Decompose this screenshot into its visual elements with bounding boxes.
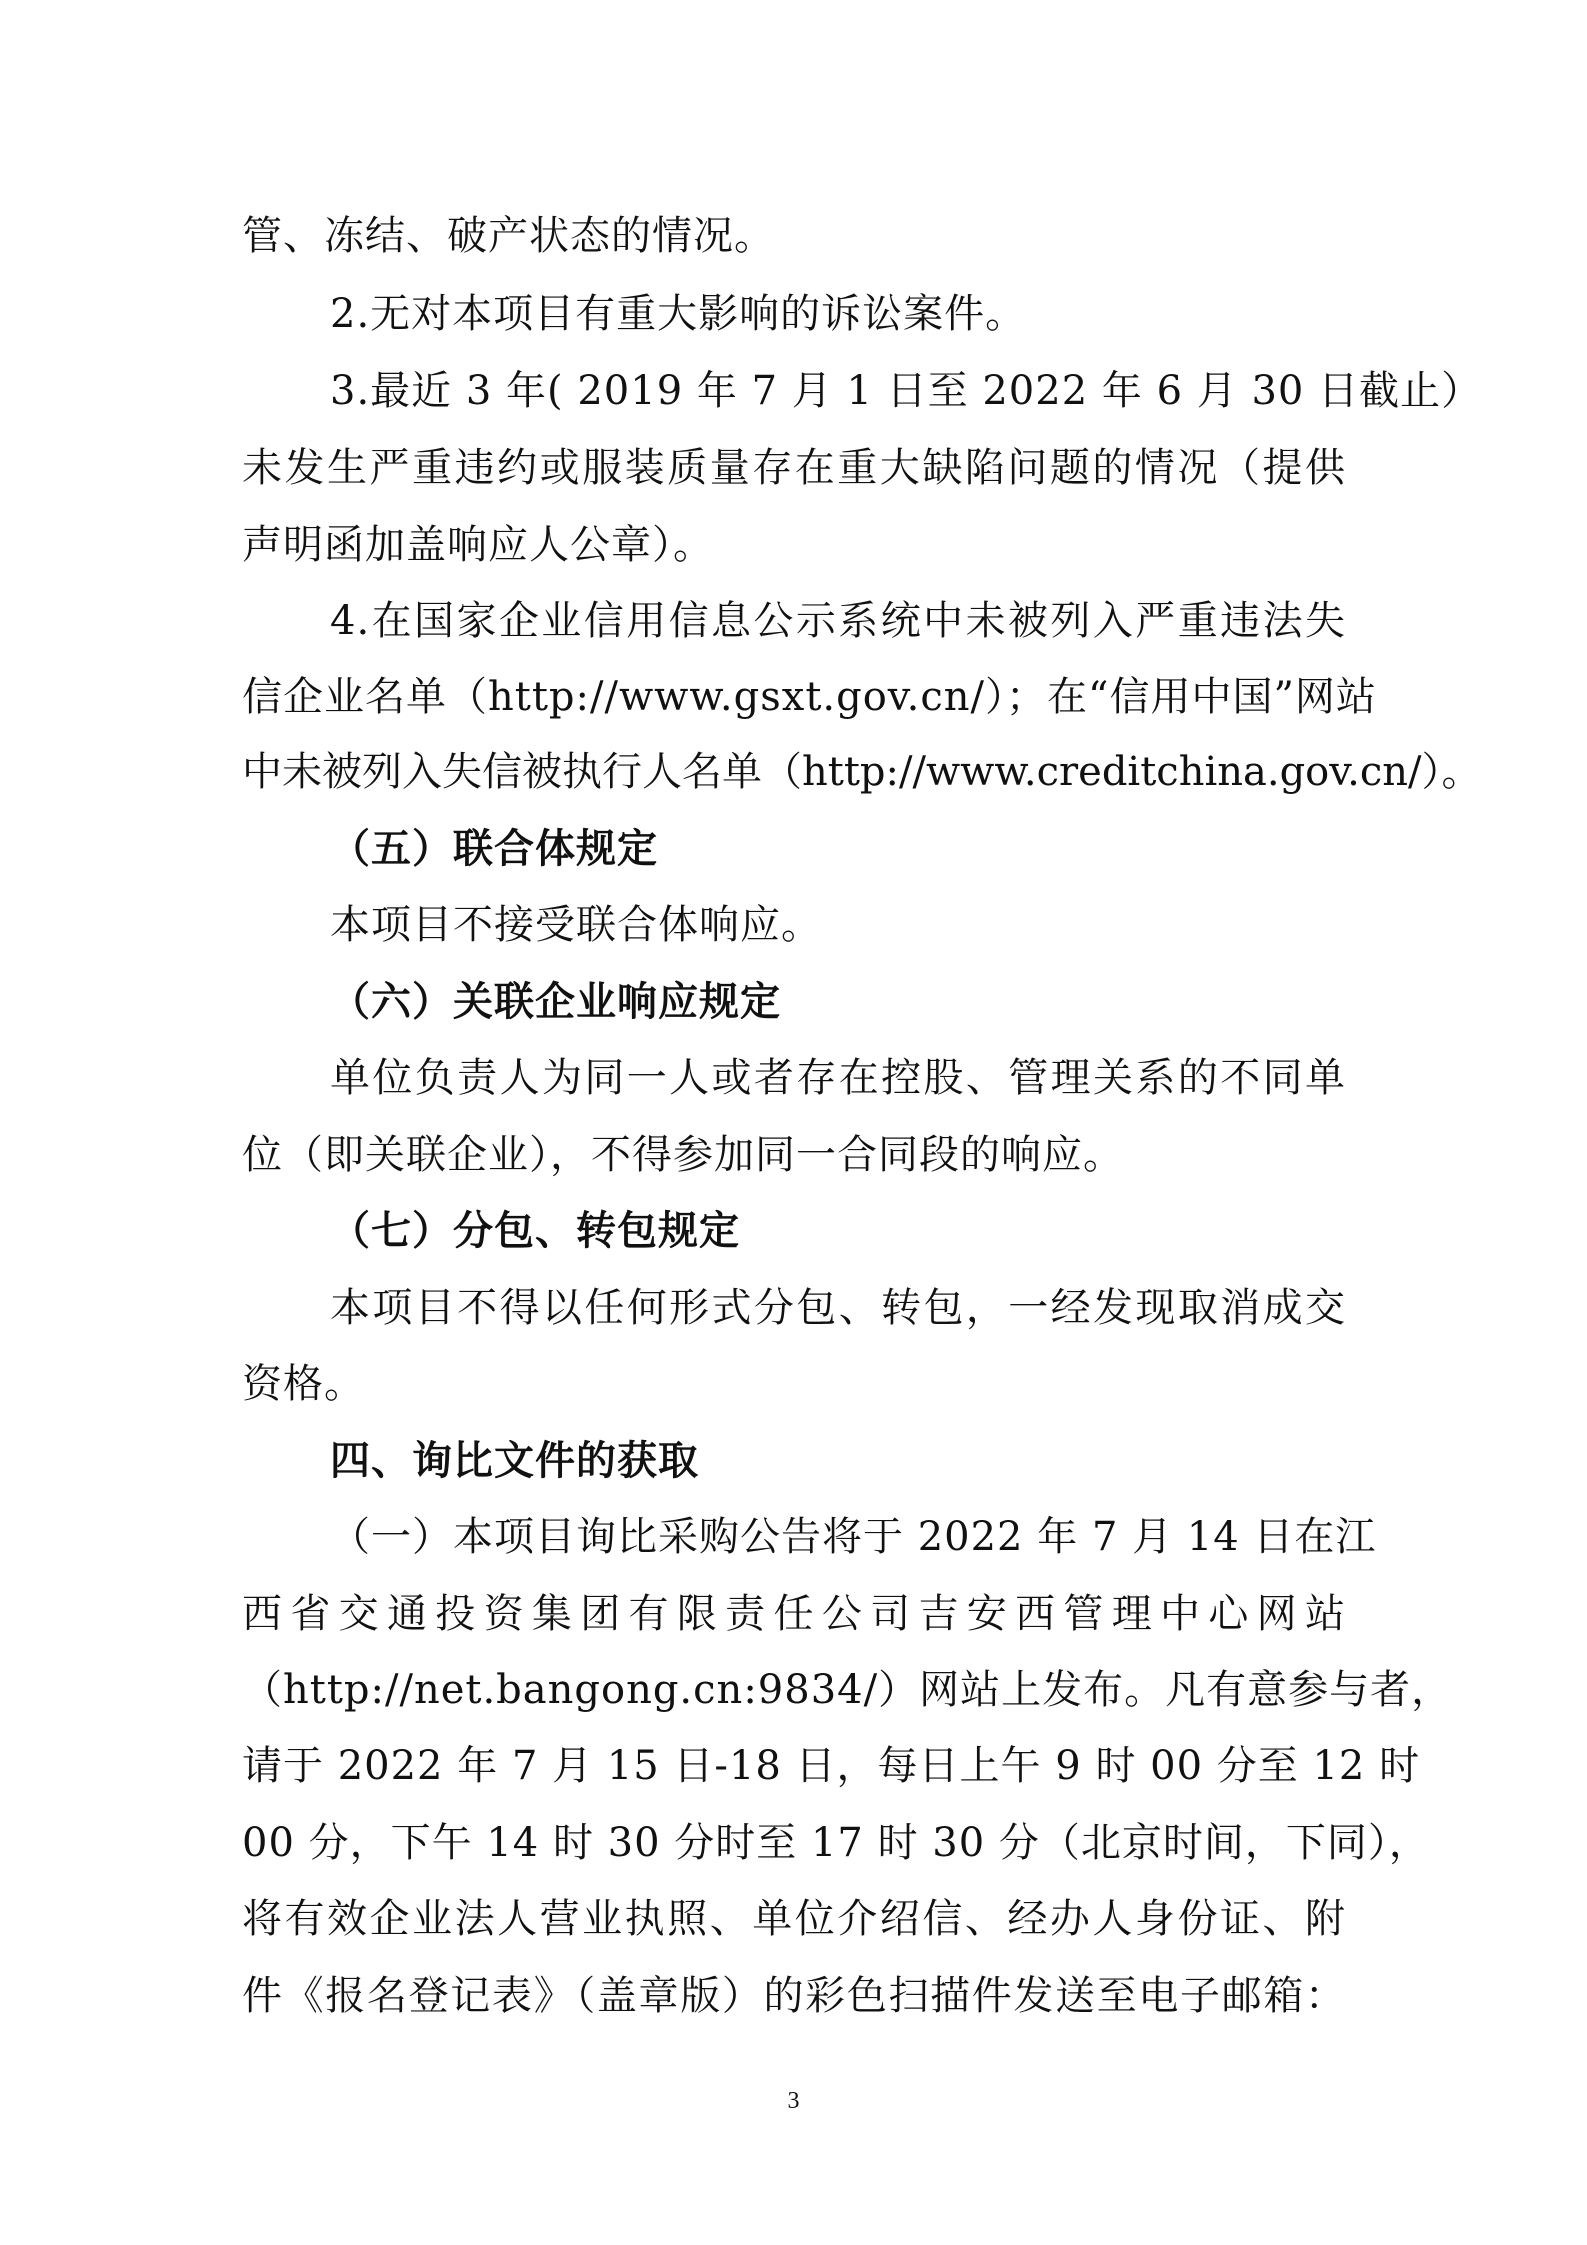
text-line-20: （http://net.bangong.cn:9834/）网站上发布。凡有意参与者，	[242, 1667, 1453, 1713]
text-line-13: 位（即关联企业），不得参加同一合同段的响应。	[242, 1132, 1124, 1178]
text-line-10: 本项目不接受联合体响应。	[330, 902, 822, 948]
text-line-23: 将有效企业法人营业执照、单位介绍信、经办人身份证、附	[242, 1896, 1346, 1942]
section-heading-6: （六）关联企业响应规定	[330, 978, 781, 1025]
section-heading-5: （五）联合体规定	[330, 825, 658, 872]
text-line-19: 西省交通投资集团有限责任公司吉安西管理中心网站	[242, 1591, 1346, 1637]
text-line-7: 信企业名单（http://www.gsxt.gov.cn/）；在“信用中国”网站	[242, 674, 1377, 720]
text-line-18: （一）本项目询比采购公告将于 2022 年 7 月 14 日在江	[330, 1514, 1377, 1560]
text-line-6: 4.在国家企业信用信息公示系统中未被列入严重违法失	[330, 598, 1346, 644]
text-line-22: 00 分，下午 14 时 30 分时至 17 时 30 分（北京时间，下同），	[242, 1820, 1430, 1866]
text-line-8: 中未被列入失信被执行人名单（http://www.creditchina.gov.cn/）。	[242, 749, 1482, 795]
text-line-5: 声明函加盖响应人公章）。	[242, 522, 714, 568]
text-line-2: 2.无对本项目有重大影响的诉讼案件。	[330, 291, 1027, 337]
text-line-24: 件《报名登记表》（盖章版）的彩色扫描件发送至电子邮箱：	[242, 1973, 1346, 2019]
text-line-4: 未发生严重违约或服装质量存在重大缺陷问题的情况（提供	[242, 445, 1346, 491]
text-line-12: 单位负责人为同一人或者存在控股、管理关系的不同单	[330, 1055, 1346, 1101]
chapter-heading-4: 四、询比文件的获取	[330, 1437, 699, 1484]
text-line-3: 3.最近 3 年( 2019 年 7 月 1 日至 2022 年 6 月 30 日截止）	[330, 368, 1483, 414]
section-heading-7: （七）分包、转包规定	[330, 1207, 740, 1254]
text-line-15: 本项目不得以任何形式分包、转包，一经发现取消成交	[330, 1285, 1346, 1331]
text-line-16: 资格。	[242, 1361, 365, 1407]
text-line-1: 管、冻结、破产状态的情况。	[242, 213, 775, 259]
page-number: 3	[787, 2088, 800, 2114]
text-line-21: 请于 2022 年 7 月 15 日-18 日，每日上午 9 时 00 分至 12 时	[242, 1743, 1421, 1789]
